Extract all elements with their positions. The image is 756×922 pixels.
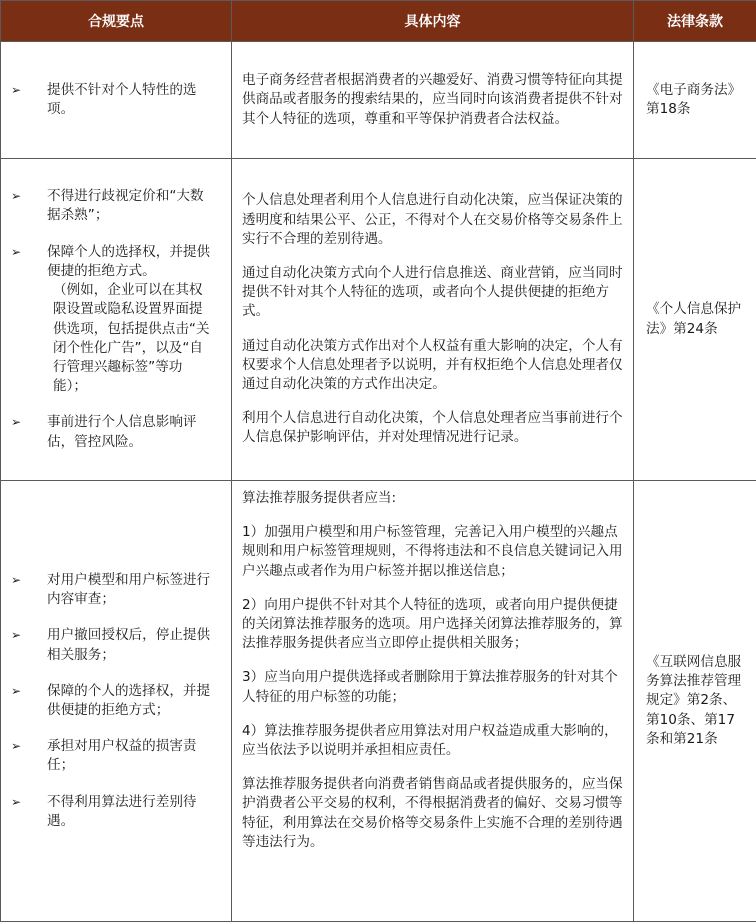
arrow-bullet-icon: ➢: [11, 187, 21, 206]
arrow-bullet-icon: ➢: [11, 793, 21, 812]
table-row: [1, 42, 756, 159]
points-list: [11, 81, 215, 119]
point-item: ➢ 不得进行歧视定价和“大数据杀熟”；: [11, 187, 215, 225]
content-paragraph: 电子商务经营者根据消费者的兴趣爱好、消费习惯等特征向其提供商品或者服务的搜索结果的，应当同时向该消费者提供不针对其个人特征的选项，尊重和平等保护消费者合法权益。: [242, 71, 623, 129]
point-item: ➢ 提供不针对个人特性的选项。: [11, 81, 215, 119]
point-item: ➢ 事前进行个人信息影响评估，管控风险。: [11, 413, 215, 451]
header-law: 法律条款: [634, 1, 756, 42]
table-row: [1, 481, 756, 922]
header-content: 具体内容: [232, 1, 634, 42]
content-paragraph: 1）加强用户模型和用户标签管理，完善记入用户模型的兴趣点规则和用户标签管理规则，不得将违法和不良信息关键词记入用户兴趣点或者作为用户标签并据以推送信息；: [242, 523, 623, 581]
content-paragraph: 个人信息处理者利用个人信息进行自动化决策，应当保证决策的透明度和结果公平、公正，不得对个人在交易价格等交易条件上实行不合理的差别待遇。: [242, 191, 623, 249]
points-cell: [1, 159, 232, 481]
arrow-bullet-icon: ➢: [11, 413, 21, 432]
law-cell: 《个人信息保护法》第24条: [634, 159, 756, 481]
arrow-bullet-icon: ➢: [11, 81, 21, 100]
content-cell: [232, 159, 634, 481]
content-paragraph: 通过自动化决策方式作出对个人权益有重大影响的决定，个人有权要求个人信息处理者予以说明，并有权拒绝个人信息处理者仅通过自动化决策的方式作出决定。: [242, 337, 623, 395]
arrow-bullet-icon: ➢: [11, 571, 21, 590]
header-row: [1, 1, 756, 42]
arrow-bullet-icon: ➢: [11, 737, 21, 756]
point-item: ➢ 对用户模型和用户标签进行内容审查；: [11, 571, 215, 609]
content-paragraph: 3）应当向用户提供选择或者删除用于算法推荐服务的针对其个人特征的用户标签的功能；: [242, 668, 623, 706]
points-cell: [1, 42, 232, 159]
points-list: [11, 187, 215, 451]
arrow-bullet-icon: ➢: [11, 243, 21, 262]
content-paragraph: 通过自动化决策方式向个人进行信息推送、商业营销，应当同时提供不针对其个人特征的选项，或者向个人提供便捷的拒绝方式。: [242, 264, 623, 322]
table-row: [1, 159, 756, 481]
arrow-bullet-icon: ➢: [11, 682, 21, 701]
content-paragraph: 2）向用户提供不针对其个人特征的选项，或者向用户提供便捷的关闭算法推荐服务的选项。用户选择关闭算法推荐服务的，算法推荐服务提供者应当立即停止提供相关服务；: [242, 596, 623, 654]
point-note: （例如，企业可以在其权限设置或隐私设置界面提供选项，包括提供点击“关闭个性化广告”，以及“自行管理兴趣标签”等功能）；: [47, 281, 215, 396]
points-cell: [1, 481, 232, 922]
arrow-bullet-icon: ➢: [11, 626, 21, 645]
law-cell: 《互联网信息服务算法推荐管理规定》第2条、第10条、第17条和第21条: [634, 481, 756, 922]
content-cell: [232, 42, 634, 159]
header-points: 合规要点: [1, 1, 232, 42]
point-item: ➢ 不得利用算法进行差别待遇。: [11, 793, 215, 831]
point-item: ➢ 承担对用户权益的损害责任；: [11, 737, 215, 775]
point-item: ➢ 保障个人的选择权，并提供便捷的拒绝方式。 （例如，企业可以在其权限设置或隐私设置界面提供选项，包括提供点击“关闭个性化广告”，以及“自行管理兴趣标签”等功能）；: [11, 243, 215, 397]
content-paragraph: 4）算法推荐服务提供者应用算法对用户权益造成重大影响的，应当依法予以说明并承担相应责任。: [242, 722, 623, 760]
content-cell: [232, 481, 634, 922]
content-paragraph: 算法推荐服务提供者应当:: [242, 489, 623, 508]
content-paragraph: 利用个人信息进行自动化决策，个人信息处理者应当事前进行个人信息保护影响评估，并对处理情况进行记录。: [242, 409, 623, 447]
point-item: ➢ 保障的个人的选择权，并提供便捷的拒绝方式；: [11, 682, 215, 720]
law-cell: 《电子商务法》第18条: [634, 42, 756, 159]
point-item: ➢ 用户撤回授权后，停止提供相关服务；: [11, 626, 215, 664]
content-paragraph: 算法推荐服务提供者向消费者销售商品或者提供服务的，应当保护消费者公平交易的权利，不得根据消费者的偏好、交易习惯等特征，利用算法在交易价格等交易条件上实施不合理的差别待遇等违法行为。: [242, 775, 623, 852]
points-list: [11, 571, 215, 831]
